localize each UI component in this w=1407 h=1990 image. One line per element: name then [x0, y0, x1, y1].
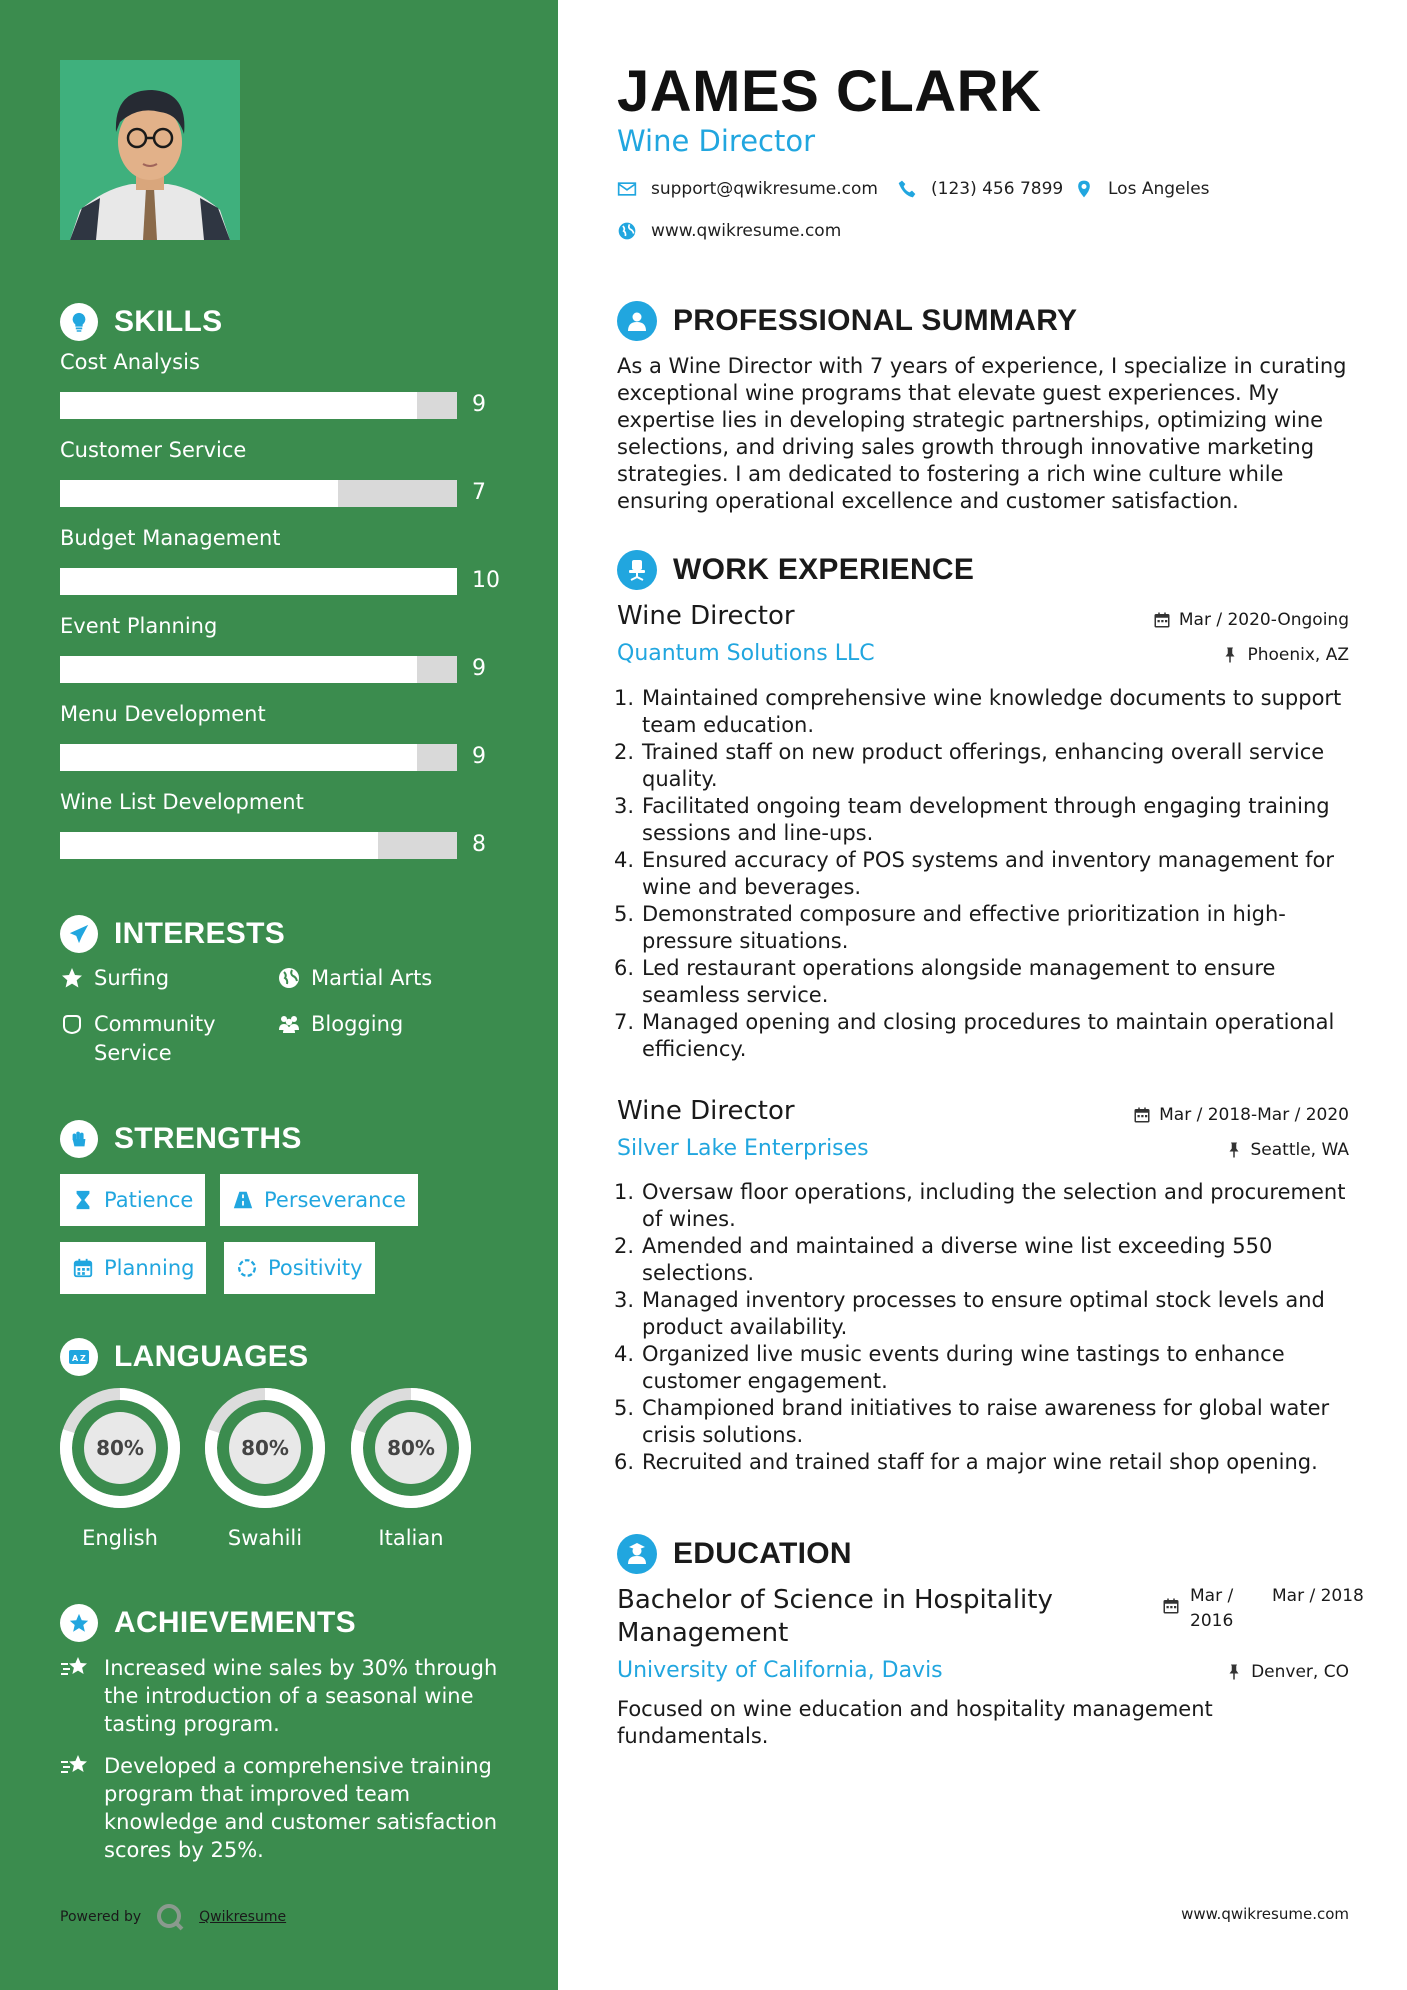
job-title: Wine Director: [617, 601, 795, 631]
candidate-name: JAMES CLARK: [617, 59, 1042, 124]
duty-item: 5. Championed brand initiatives to raise awareness for global water crisis solutions.: [613, 1396, 1330, 1447]
strength-tag: [224, 1242, 375, 1294]
skill-item: [60, 438, 500, 505]
summary-heading: [617, 301, 1077, 341]
language-icon: [60, 1338, 98, 1376]
skill-item: [60, 790, 500, 857]
skill-name: Budget Management: [60, 526, 281, 550]
profile-photo: [60, 60, 240, 240]
language-ring: [350, 1387, 472, 1509]
powered-by: [60, 1902, 286, 1932]
skill-value: 10: [472, 568, 500, 593]
candidate-role: Wine Director: [617, 124, 816, 158]
shooting-star-icon: [60, 1654, 90, 1682]
phone-icon: [897, 179, 917, 199]
qwikresume-logo-icon: [155, 1902, 185, 1932]
interest-item: [277, 964, 432, 993]
calendar-icon: [1162, 1597, 1180, 1615]
fist-icon: [60, 1120, 98, 1158]
svg-text:Z: Z: [80, 1354, 86, 1363]
language-item: [59, 1387, 181, 1550]
job-location-text: Phoenix, AZ: [1247, 645, 1349, 665]
contact-phone[interactable]: [897, 179, 1063, 199]
duty-item: 7. Managed opening and closing procedures to maintain operational efficiency.: [613, 1010, 1335, 1061]
heart-hand-icon: [60, 1012, 84, 1036]
achievement-item: [60, 1654, 510, 1738]
skill-value: 7: [472, 480, 486, 505]
skill-bar: [60, 392, 457, 419]
languages-title: LANGUAGES: [114, 1340, 309, 1373]
language-name: Italian: [378, 1526, 444, 1550]
job-dates: [1153, 610, 1349, 630]
skill-bar: [60, 744, 457, 771]
achievement-text: Increased wine sales by 30% through the introduction of a seasonal wine tasting program.: [104, 1656, 498, 1736]
language-ring: [59, 1387, 181, 1509]
skill-item: [60, 614, 500, 681]
lightbulb-icon: [60, 303, 98, 341]
education-start: Mar / 2016: [1190, 1586, 1234, 1631]
strength-label: Perseverance: [264, 1188, 406, 1212]
company-name: Silver Lake Enterprises: [617, 1136, 869, 1161]
work-title: WORK EXPERIENCE: [673, 553, 975, 586]
education-dates: [1162, 1584, 1364, 1634]
skill-name: Menu Development: [60, 702, 266, 726]
duty-item: 3. Managed inventory processes to ensure optimal stock levels and product availability.: [613, 1288, 1325, 1339]
graduate-icon: [617, 1534, 657, 1574]
qwikresume-link[interactable]: Qwikresume: [199, 1909, 287, 1925]
group-icon: [277, 1012, 301, 1036]
calendar-icon: [72, 1257, 94, 1279]
duty-item: 2. Trained staff on new product offerings, enhancing overall service quality.: [613, 740, 1325, 791]
company-name: Quantum Solutions LLC: [617, 641, 875, 666]
email-text: support@qwikresume.com: [651, 179, 878, 199]
pushpin-icon: [1221, 646, 1239, 664]
strength-tag: [60, 1242, 206, 1294]
powered-by-label: Powered by: [60, 1909, 142, 1925]
skill-name: Customer Service: [60, 438, 247, 462]
strengths-title: STRENGTHS: [114, 1122, 302, 1155]
skill-bar-fill: [60, 832, 378, 859]
calendar-icon: [1153, 611, 1171, 629]
duty-item: 4. Organized live music events during wine tastings to enhance customer engagement.: [613, 1342, 1285, 1393]
interest-label: Surfing: [94, 966, 170, 990]
website-text: www.qwikresume.com: [651, 221, 842, 241]
interest-label: Martial Arts: [311, 966, 433, 990]
interest-item: [60, 1010, 216, 1068]
language-item: [204, 1387, 326, 1550]
skill-value: 8: [472, 832, 486, 857]
footer-website[interactable]: www.qwikresume.com: [1181, 1905, 1349, 1923]
skill-bar-fill: [60, 744, 417, 771]
skill-bar: [60, 656, 457, 683]
skill-bar: [60, 480, 457, 507]
paper-plane-icon: [60, 915, 98, 953]
contact-website[interactable]: [617, 221, 841, 241]
achievement-text: Developed a comprehensive training program that improved team knowledge and customer satisfaction scores by 25%.: [104, 1754, 498, 1862]
calendar-icon: [1133, 1106, 1151, 1124]
interests-title: INTERESTS: [114, 917, 286, 950]
skill-name: Event Planning: [60, 614, 218, 638]
strength-label: Positivity: [268, 1256, 363, 1280]
location-text: Los Angeles: [1108, 179, 1210, 199]
skill-bar-fill: [60, 392, 417, 419]
skill-item: [60, 350, 500, 417]
language-item: [350, 1387, 472, 1550]
skill-name: Cost Analysis: [60, 350, 200, 374]
skill-value: 9: [472, 656, 486, 681]
work-heading: [617, 550, 974, 590]
globe-icon: [617, 221, 637, 241]
interests-heading: [60, 915, 285, 953]
job-dates: [1133, 1105, 1349, 1125]
interest-label: Community Service: [94, 1012, 216, 1065]
school-name: University of California, Davis: [617, 1658, 943, 1683]
strength-label: Patience: [104, 1188, 194, 1212]
hourglass-icon: [72, 1189, 94, 1211]
job-location-text: Seattle, WA: [1250, 1140, 1349, 1160]
language-name: Swahili: [227, 1526, 303, 1550]
skill-name: Wine List Development: [60, 790, 304, 814]
skills-heading: [60, 303, 222, 341]
duty-item: 4. Ensured accuracy of POS systems and inventory management for wine and beverages.: [613, 848, 1335, 899]
duty-item: 6. Recruited and trained staff for a major wine retail shop opening.: [613, 1450, 1318, 1474]
achievements-heading: [60, 1604, 356, 1642]
skill-value: 9: [472, 744, 486, 769]
job-duties-list: [610, 685, 1350, 1063]
duty-item: 2. Amended and maintained a diverse wine list exceeding 550 selections.: [613, 1234, 1273, 1285]
language-ring: [204, 1387, 326, 1509]
skill-bar-fill: [60, 480, 338, 507]
phone-text: (123) 456 7899: [931, 179, 1064, 199]
skills-title: SKILLS: [114, 305, 223, 338]
svg-text:A: A: [72, 1354, 79, 1363]
duty-item: 5. Demonstrated composure and effective prioritization in high-pressure situations.: [613, 902, 1286, 953]
contact-location: [1074, 179, 1210, 199]
education-location-text: Denver, CO: [1251, 1662, 1349, 1682]
education-heading: [617, 1534, 852, 1574]
skill-bar: [60, 568, 457, 595]
summary-text: As a Wine Director with 7 years of experience, I specialize in curating exceptional wine programs that elevate guest experiences. My expertise lies in developing strategic partnerships, optimizing wine selections, and driving sales growth through innovative marketing strategies. I am dedicated to fostering a rich wine culture while ensuring operational excellence and customer satisfaction.: [617, 354, 1347, 513]
interest-item: [277, 1010, 403, 1039]
skill-bar-fill: [60, 656, 417, 683]
job-dates-text: Mar / 2018-Mar / 2020: [1159, 1105, 1349, 1125]
job-dates-text: Mar / 2020-Ongoing: [1178, 610, 1349, 630]
skill-bar: [60, 832, 457, 859]
duty-item: 1. Oversaw floor operations, including the selection and procurement of wines.: [613, 1180, 1346, 1231]
skill-item: [60, 526, 500, 593]
user-icon: [617, 301, 657, 341]
achievement-item: [60, 1752, 510, 1864]
strength-tag: [220, 1174, 418, 1226]
strength-label: Planning: [104, 1256, 195, 1280]
circle-notch-icon: [236, 1257, 258, 1279]
duty-item: 6. Led restaurant operations alongside management to ensure seamless service.: [613, 956, 1276, 1007]
interest-item: [60, 964, 169, 993]
achievements-title: ACHIEVEMENTS: [114, 1606, 356, 1639]
job-location: [1225, 1140, 1350, 1160]
star-icon: [60, 966, 84, 990]
star-badge-icon: [60, 1604, 98, 1642]
pushpin-icon: [1225, 1141, 1243, 1159]
summary-title: PROFESSIONAL SUMMARY: [673, 304, 1078, 337]
contact-email[interactable]: [617, 179, 878, 199]
road-icon: [232, 1189, 254, 1211]
education-title: EDUCATION: [673, 1537, 852, 1570]
skill-value: 9: [472, 392, 486, 417]
office-chair-icon: [617, 550, 657, 590]
interest-label: Blogging: [311, 1012, 404, 1036]
shooting-star-icon: [60, 1752, 90, 1780]
job-title: Wine Director: [617, 1096, 795, 1126]
language-percent: 80%: [241, 1436, 289, 1460]
globe-icon: [277, 966, 301, 990]
language-percent: 80%: [387, 1436, 435, 1460]
job-duties-list: [610, 1179, 1350, 1476]
education-location: [1225, 1662, 1349, 1682]
duty-item: 1. Maintained comprehensive wine knowledge documents to support team education.: [613, 686, 1342, 737]
language-name: English: [82, 1526, 158, 1550]
languages-heading: [60, 1338, 308, 1376]
pushpin-icon: [1225, 1663, 1243, 1681]
degree-title: Bachelor of Science in Hospitality Management: [617, 1585, 1053, 1648]
sidebar: [0, 0, 558, 1990]
map-pin-icon: [1074, 179, 1094, 199]
skill-item: [60, 702, 500, 769]
job-location: [1221, 645, 1349, 665]
duty-item: 3. Facilitated ongoing team development through engaging training sessions and line-ups.: [613, 794, 1330, 845]
education-end: Mar / 2018: [1272, 1586, 1364, 1606]
education-description: Focused on wine education and hospitality management fundamentals.: [617, 1697, 1213, 1748]
strengths-heading: [60, 1120, 302, 1158]
envelope-icon: [617, 179, 637, 199]
strength-tag: [60, 1174, 205, 1226]
skill-bar-fill: [60, 568, 457, 595]
language-percent: 80%: [96, 1436, 144, 1460]
